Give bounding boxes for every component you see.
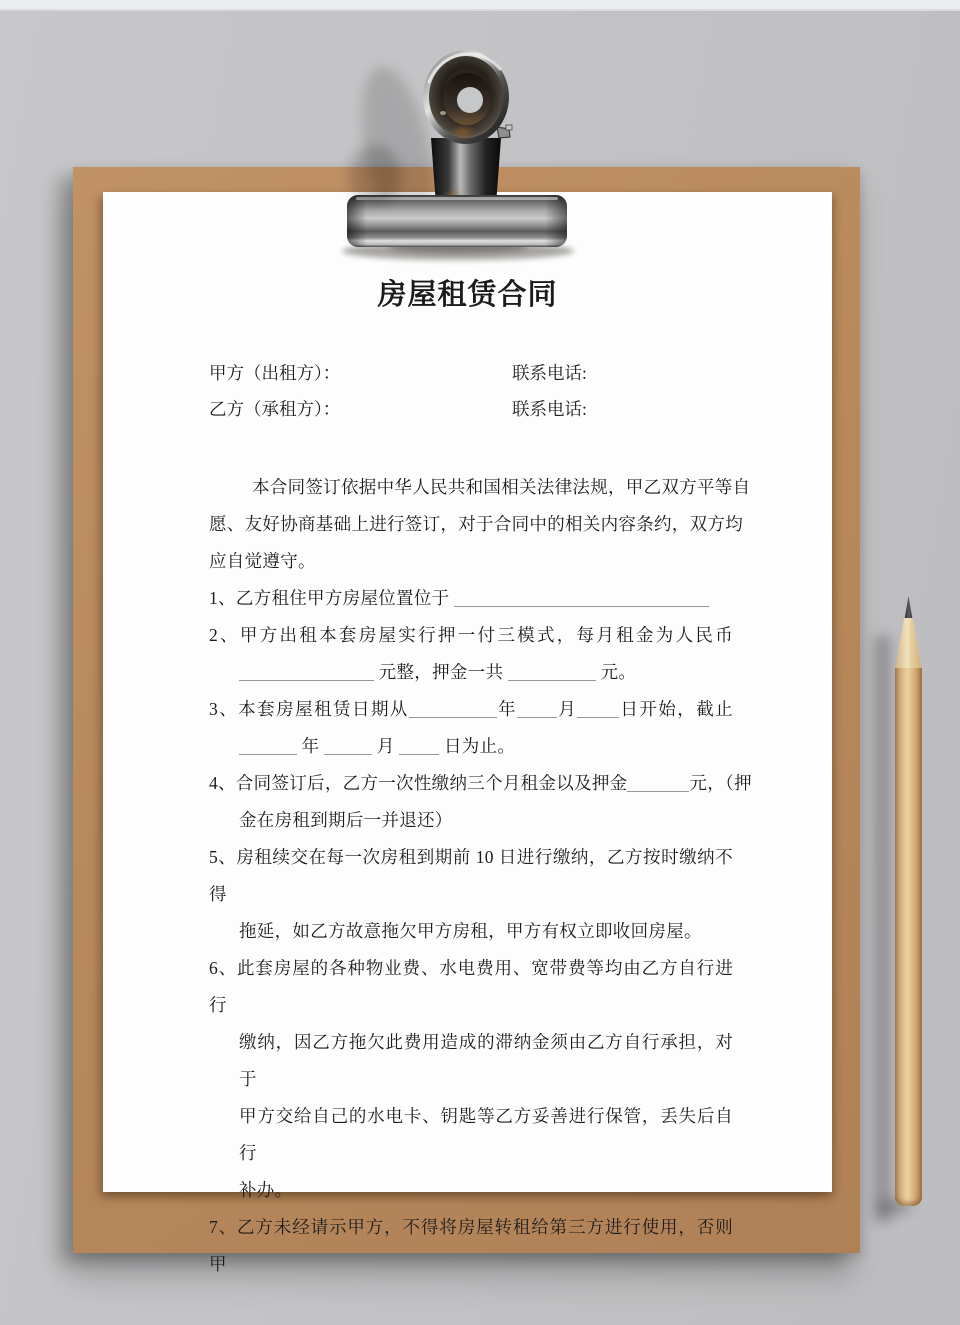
- party-a-phone-label: 联系电话:: [512, 363, 587, 383]
- blank-field: [627, 775, 689, 792]
- contract-text: 年: [297, 736, 325, 756]
- contract-line: [209, 580, 733, 617]
- blank-field: [409, 701, 497, 718]
- contract-text: 日开始，截止: [619, 699, 733, 719]
- contract-text: 缴纳，因乙方拖欠此费用造成的滞纳金须由乙方自行承担，对于: [239, 1032, 733, 1089]
- party-b-row: [209, 398, 733, 420]
- pencil-shadow: [874, 636, 891, 1222]
- contract-text: 元。: [595, 662, 637, 682]
- contract-line: [209, 913, 733, 950]
- contract-text: 年: [496, 699, 518, 719]
- blank-field: [508, 664, 596, 681]
- party-b-phone-label: 联系电话:: [512, 399, 587, 419]
- blank-field: [239, 664, 374, 681]
- binder-clip-icon: [330, 35, 630, 265]
- clip-ring: [423, 50, 509, 144]
- contract-line: [209, 802, 733, 839]
- contract-line: [209, 654, 733, 691]
- contract-text: 金在房租到期后一并退还）: [239, 810, 453, 830]
- contract-text: 本合同签订依据中华人民共和国相关法律法规，甲乙双方平等自: [252, 477, 751, 497]
- contract-title: 房屋租赁合同: [377, 279, 558, 311]
- contract-text: 元，（押: [689, 773, 752, 793]
- contract-text: 7、乙方未经请示甲方，不得将房屋转租给第三方进行使用，否则甲: [209, 1217, 733, 1274]
- blank-field: [399, 738, 439, 755]
- contract-text: 甲方交给自己的水电卡、钥匙等乙方妥善进行保管，丢失后自行: [239, 1106, 733, 1163]
- contract-line: [209, 765, 752, 802]
- contract-text: 6、此套房屋的各种物业费、水电费用、宽带费等均由乙方自行进行: [209, 958, 733, 1015]
- contract-body: [209, 469, 752, 1283]
- clipboard: [73, 167, 860, 1274]
- contract-line: [209, 617, 733, 654]
- contract-text: 月: [557, 699, 578, 719]
- contract-line: [209, 728, 733, 765]
- contract-line: [209, 1209, 733, 1283]
- contract-line: [209, 469, 751, 506]
- contract-text: 补办。: [239, 1180, 293, 1200]
- contract-text: 1、乙方租住甲方房屋位置位于: [209, 588, 455, 608]
- top-strip: [0, 0, 960, 11]
- party-a-row: [209, 362, 733, 384]
- contract-text: 拖延，如乙方故意拖欠甲方房租，甲方有权立即收回房屋。: [239, 921, 702, 941]
- contract-line: [209, 506, 743, 543]
- contract-text: 4、合同签订后，乙方一次性缴纳三个月租金以及押金: [209, 773, 628, 793]
- contract-text: 月: [372, 736, 400, 756]
- contract-paper: [103, 192, 832, 1274]
- contract-text: 日为止。: [439, 736, 516, 756]
- contract-line: [209, 1098, 733, 1172]
- blank-field: [454, 590, 709, 607]
- contract-text: 2、甲方出租本套房屋实行押一付三模式，每月租金为人民币: [209, 625, 733, 645]
- contract-line: [209, 1024, 733, 1098]
- clip-screw: [497, 125, 512, 138]
- blank-field: [324, 738, 372, 755]
- contract-line: [209, 839, 733, 913]
- party-b-label: 乙方（承租方）：: [209, 399, 341, 419]
- contract-text: 元整，押金一共: [374, 662, 508, 682]
- contract-text: 应自觉遵守。: [209, 551, 316, 571]
- contract-text: 3、本套房屋租赁日期从: [209, 699, 409, 719]
- contract-text: 5、房租续交在每一次房租到期前 10 日进行缴纳，乙方按时缴纳不得: [209, 847, 733, 904]
- contract-line: [209, 950, 733, 1024]
- blank-field: [577, 701, 619, 718]
- contract-line: [209, 1172, 733, 1209]
- contract-line: [209, 691, 733, 728]
- contract-text: 愿、友好协商基础上进行签订，对于合同中的相关内容条约，双方均: [209, 514, 743, 534]
- contract-line: [209, 543, 733, 580]
- clip-neck: [431, 138, 501, 205]
- party-a-label: 甲方（出租方）：: [209, 363, 341, 383]
- blank-field: [239, 738, 297, 755]
- pencil-wood-cone: [895, 618, 922, 670]
- blank-field: [517, 701, 557, 718]
- pencil-body: [895, 668, 922, 1206]
- pencil: [895, 596, 922, 1206]
